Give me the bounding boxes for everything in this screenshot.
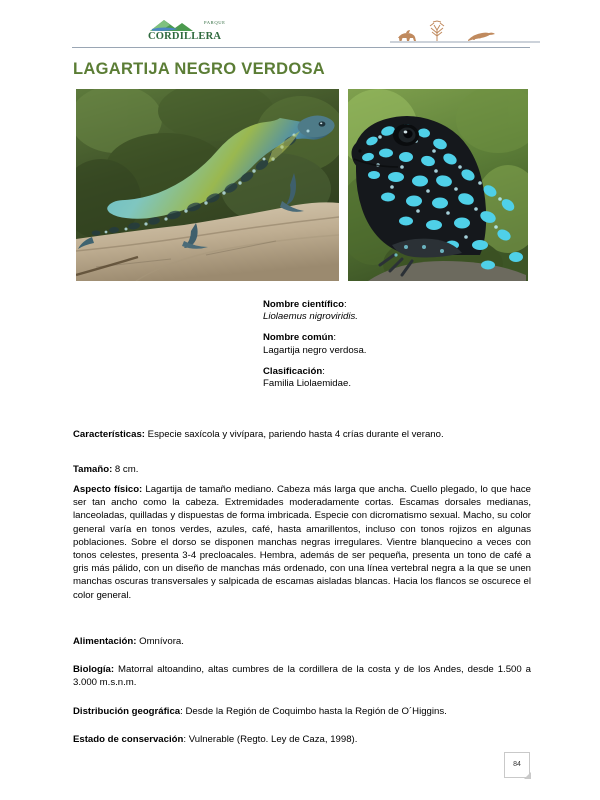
section-estado-conservacion [73, 733, 531, 746]
estado-text: : Vulnerable (Regto. Ley de Caza, 1998). [183, 734, 358, 745]
classification-value: Familia Liolaemidae. [263, 378, 351, 390]
section-caracteristicas [73, 428, 531, 441]
scientific-name-group [263, 299, 533, 323]
page-header [0, 0, 600, 52]
alimentacion-text: Omnívora. [136, 636, 184, 647]
scientific-name-value: Liolaemus nigroviridis. [263, 311, 358, 323]
distribucion-label: Distribución geográfica [73, 706, 181, 717]
alimentacion-label: Alimentación: [73, 636, 137, 647]
page-title: LAGARTIJA NEGRO VERDOSA [73, 60, 325, 78]
section-biologia [73, 663, 531, 689]
logo-sub-text: PARQUE [204, 20, 226, 25]
parque-cordillera-logo [148, 18, 248, 44]
classification-group [263, 366, 533, 390]
estado-label: Estado de conservación [73, 734, 184, 745]
tamano-label: Tamaño: [73, 464, 113, 475]
page-number-text: 84 [513, 761, 521, 768]
header-divider [72, 47, 530, 48]
classification-label: Clasificación: [263, 365, 325, 377]
section-alimentacion [73, 635, 531, 648]
section-aspecto-fisico [73, 483, 531, 602]
fox-tree-lizard-illustration [390, 20, 540, 46]
section-tamano [73, 463, 531, 476]
aspecto-label: Aspecto físico: [73, 484, 143, 495]
logo-word-text: CORDILLERA [148, 31, 222, 42]
species-names-block [263, 299, 533, 399]
aspecto-text: Lagartija de tamaño mediano. Cabeza más larga que ancha. Cuello plegado, lo que hace ser tan ancho como la cabeza. Extremidades moderadamente cortas. Escamas dorsales medianas, lanceoladas, quilladas y dispuestas de forma imbricada. Especie con dicromatismo sexual. Macho, su color general varía en tonos verdes, azules, café, hasta amarillentos, incluso con tonos rojizos en algunas poblaciones. Sobre el dorso se disponen manchas negras irregulares. Vientre blanquecino a veces con tonos celestes, presenta 3-4 precloacales. Hembra, además de ser pequeña, presenta un tono de café a gris más pálido, con un diseño de manchas más ordenado, con una línea vertebral negra a la que se unen manchas oscuras transversales y salpicada de escamas aisladas blancas. Hacia los flancos se oscurece el color general. [73, 484, 531, 601]
caracteristicas-label: Características: [73, 429, 145, 440]
section-distribucion-geografica [73, 705, 531, 718]
caracteristicas-text: Especie saxícola y vivípara, pariendo hasta 4 crías durante el verano. [145, 429, 444, 440]
scientific-name-label: Nombre científico: [263, 299, 347, 310]
lizard-on-rock-photo [76, 89, 339, 281]
biologia-label: Biología: [73, 664, 115, 675]
common-name-group [263, 332, 533, 356]
common-name-value: Lagartija negro verdosa. [263, 344, 367, 356]
lizard-closeup-photo [348, 89, 528, 281]
page-number-badge [504, 752, 530, 778]
biologia-text: Matorral altoandino, altas cumbres de la cordillera de la costa y de los Andes, desde 1.500 a 3.000 m.s.n.m. [73, 664, 531, 689]
common-name-label: Nombre común: [263, 332, 337, 344]
tamano-text: 8 cm. [112, 464, 139, 475]
distribucion-text: : Desde la Región de Coquimbo hasta la Región de O´Higgins. [180, 706, 447, 717]
